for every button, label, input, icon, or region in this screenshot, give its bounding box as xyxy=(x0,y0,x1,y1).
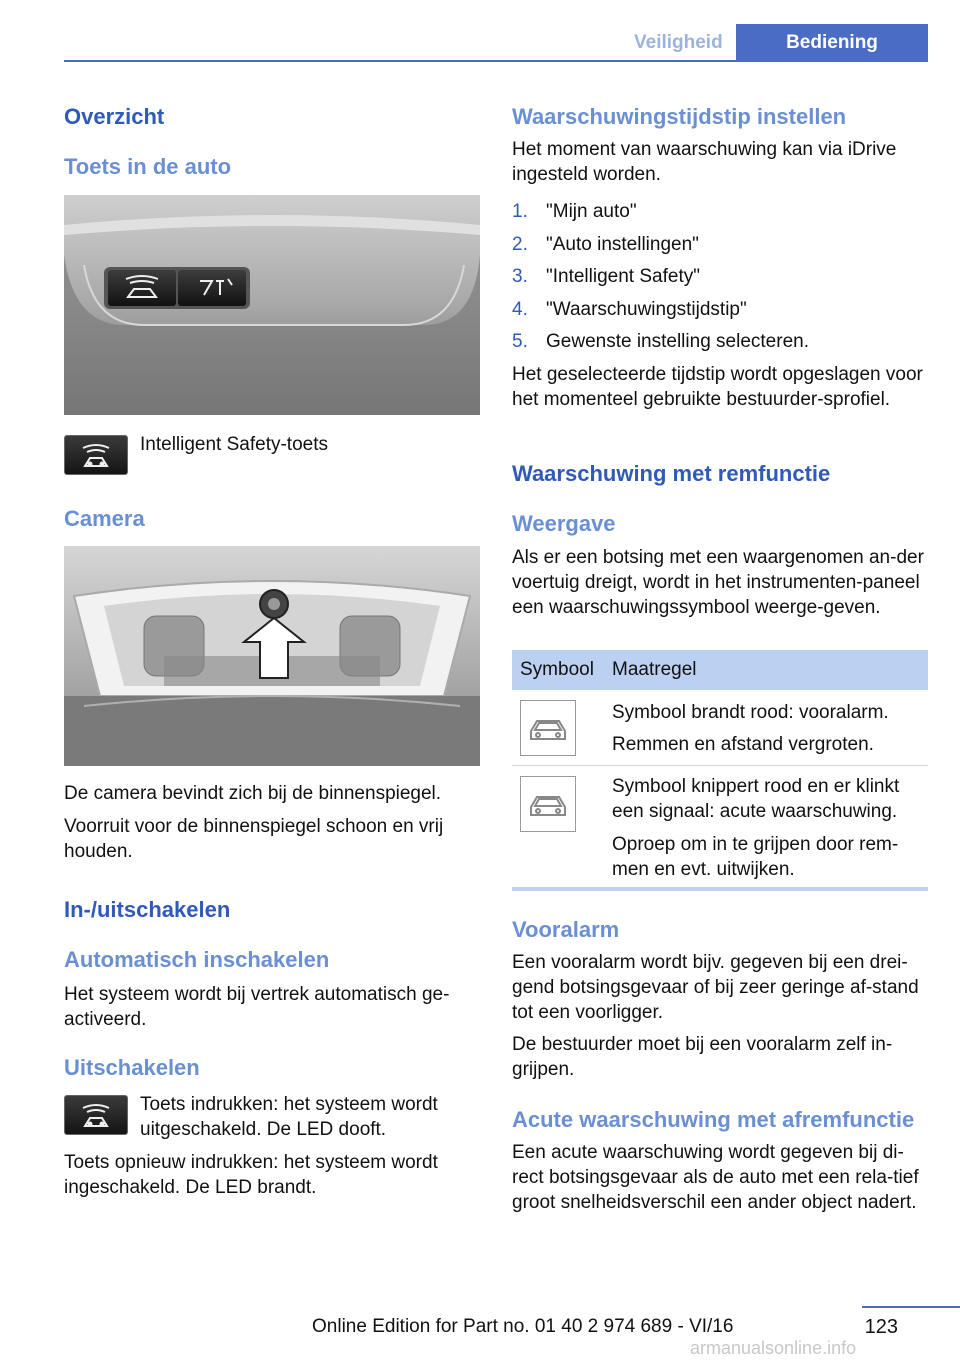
row2-line1: Symbool knippert rood en er klinkt een signaal: acute waarschuwing. xyxy=(612,776,900,822)
heading-acute: Acute waarschuwing met afremfunctie xyxy=(512,1107,915,1132)
step-number: 2. xyxy=(512,233,528,255)
heading-remfunctie: Waarschuwing met remfunctie xyxy=(512,461,831,486)
table-header xyxy=(512,650,928,690)
list-item xyxy=(512,196,928,229)
heading-overzicht: Overzicht xyxy=(64,104,165,129)
step-text: Gewenste instelling selecteren. xyxy=(546,331,809,352)
step-text: "Waarschuwingstijdstip" xyxy=(546,298,747,320)
camera-paragraph-2: Voorruit voor de binnenspiegel schoon en vrij houden. xyxy=(64,816,444,862)
toets-caption: Intelligent Safety-toets xyxy=(140,434,328,455)
heading-vooralarm: Vooralarm xyxy=(512,917,620,942)
table-row xyxy=(512,690,928,766)
tab-bediening[interactable]: Bediening xyxy=(736,24,928,62)
table-header-symbool: Symbool xyxy=(520,659,594,680)
symbol-table xyxy=(512,650,928,888)
step-number: 1. xyxy=(512,201,528,222)
uitschakelen-text-2: Toets opnieuw indrukken: het systeem wordt ingeschakeld. De LED brandt. xyxy=(64,1152,438,1198)
row2-line2: Oproep om in te grijpen door rem‐men en evt. uitwijken. xyxy=(612,834,899,880)
step-number: 5. xyxy=(512,331,528,352)
iDrive-steps-list xyxy=(512,196,928,359)
automatisch-text: Het systeem wordt bij vertrek automatisch ge‐activeerd. xyxy=(64,984,450,1030)
page-number: 123 xyxy=(864,1316,898,1338)
row1-line1: Symbool brandt rood: vooralarm. xyxy=(612,702,889,723)
car-warning-symbol-icon xyxy=(520,700,576,756)
tab-veiligheid[interactable]: Veiligheid xyxy=(634,32,723,53)
watermark: armanualsonline.info xyxy=(690,1338,857,1358)
uitschakelen-text: Toets indrukken: het systeem wordt uitgeschakeld. De LED dooft. xyxy=(140,1094,438,1140)
row1-line2: Remmen en afstand vergroten. xyxy=(612,734,874,755)
header-tabs xyxy=(616,24,928,62)
list-item xyxy=(512,294,928,327)
camera-paragraph-1: De camera bevindt zich bij de binnenspiegel. xyxy=(64,783,442,804)
tijdstip-after-text: Het geselecteerde tijdstip wordt opgeslagen voor het momenteel gebruikte bestuurder‐sprofiel. xyxy=(512,364,923,410)
list-item xyxy=(512,261,928,294)
step-text: "Auto instellingen" xyxy=(546,233,699,255)
list-item xyxy=(512,326,928,359)
acute-text: Een acute waarschuwing wordt gegeven bij di‐rect botsingsgevaar als de auto met een rela‐tief groot snelheidsverschil een ander object nadert. xyxy=(512,1142,919,1213)
header-rule xyxy=(64,60,928,62)
step-text: "Mijn auto" xyxy=(546,201,637,222)
vooralarm-paragraph-2: De bestuurder moet bij een vooralarm zelf in‐grijpen. xyxy=(512,1034,893,1080)
heading-tijdstip: Waarschuwingstijdstip instellen xyxy=(512,104,847,129)
heading-weergave: Weergave xyxy=(512,511,616,536)
list-item xyxy=(512,229,928,262)
vooralarm-paragraph-1: Een vooralarm wordt bijv. gegeven bij een drei‐gend botsingsgevaar of bij zeer geringe af‐stand tot een voorligger. xyxy=(512,952,919,1023)
photo-camera xyxy=(64,546,480,766)
tijdstip-text: Het moment van waarschuwing kan via iDrive ingesteld worden. xyxy=(512,139,897,185)
step-text: "Intelligent Safety" xyxy=(546,266,700,287)
intelligent-safety-button-icon-2 xyxy=(64,1095,128,1135)
table-header-maatregel: Maatregel xyxy=(612,659,697,680)
table-bottom-rule xyxy=(512,887,928,891)
table-row xyxy=(512,766,928,888)
heading-camera: Camera xyxy=(64,506,145,531)
car-warning-symbol-icon-2 xyxy=(520,776,576,832)
heading-automatisch: Automatisch inschakelen xyxy=(64,947,330,972)
heading-in-uitschakelen: In-/uitschakelen xyxy=(64,897,231,922)
footer-rule xyxy=(862,1306,960,1308)
step-number: 3. xyxy=(512,266,528,287)
step-number: 4. xyxy=(512,298,528,320)
weergave-text: Als er een botsing met een waargenomen an‐der voertuig dreigt, wordt in het instrumenten‐paneel een waarschuwingssymbool weerge‐geven. xyxy=(512,547,924,618)
heading-toets: Toets in de auto xyxy=(64,154,232,179)
footer-edition: Online Edition for Part no. 01 40 2 974 689 - VI/16 xyxy=(312,1316,734,1337)
heading-uitschakelen: Uitschakelen xyxy=(64,1055,200,1080)
intelligent-safety-button-icon xyxy=(64,435,128,475)
photo-button-panel xyxy=(64,195,480,415)
